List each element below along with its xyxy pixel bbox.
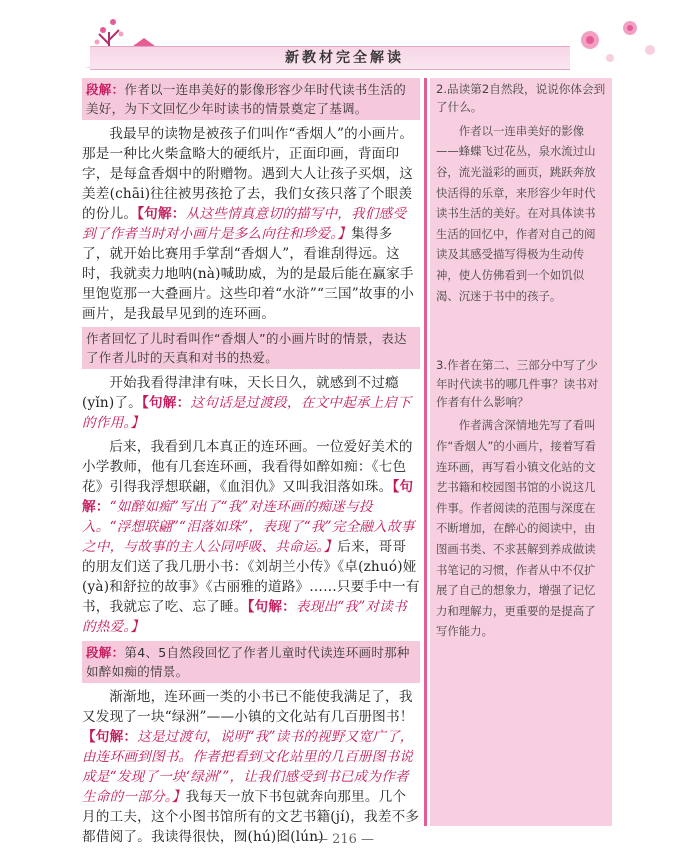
note-text: 作者回忆了儿时看叫作“香烟人”的小画片时的情景，表达了作者儿时的天真和对书的热爱。 xyxy=(86,331,407,365)
analysis-text: “如醉如痴”写出了“我”对连环画的痴迷与投入。“浮想联翩”“泪落如珠”，表现了“我”完全融入故事之中，与故事的主人公同呼吸、共命运。】 xyxy=(82,499,415,555)
note-label: 段解： xyxy=(86,82,125,97)
main-text-column xyxy=(82,78,420,846)
question-sidebar xyxy=(430,78,612,826)
paragraph-text: 渐渐地，连环画一类的小书已不能使我满足了，我又发现了一块“绿洲”——小镇的文化站有几百册图书！ xyxy=(82,689,414,725)
note-text: 第4、5自然段回忆了作者儿童时代读连环画时那种如醉如痴的情景。 xyxy=(86,645,410,679)
body-paragraph xyxy=(82,373,420,433)
paragraph-analysis-note xyxy=(82,78,420,120)
answer-3: 作者满含深情地先写了看叫作“香烟人”的小画片，接着写看连环画，再写看小镇文化站的文艺书籍和校园图书馆的小说这几件事。作者阅读的范围与深度在不断增加，在醉心的阅读中，由图画书类、不求甚解到养成做读书笔记的习惯，作者从中不仅扩展了自己的想象力，增强了记忆力和理解力，更重要的是提高了写作能力。 xyxy=(436,418,596,639)
answer-2: 作者以一连串美好的影像——蜂蝶飞过花丛，泉水流过山谷，流光溢彩的画页，跳跃奔放快活得的乐章，来形容少年时代读书生活的美好。在对具体读书生活的回忆中，作者对自己的阅读及其感受描写得极为生动传神，使人仿佛看到一个如饥似渴、沉迷于书中的孩子。 xyxy=(436,123,596,303)
question-2: 2.品读第2自然段，说说你体会到了什么。 xyxy=(436,82,606,115)
column-divider xyxy=(424,78,427,826)
analysis-label: 【句解： xyxy=(141,395,191,411)
paragraph-text: 后来，哥哥的朋友们送了我几册小书：《刘胡兰小传》《卓(zhuó)娅(yà)和舒拉的故事》《古丽雅的道路》……只要手中一有书，我就忘了吃、忘了睡。 xyxy=(82,539,420,615)
paragraph-text: 集得多了，就开始比赛用手掌刮“香烟人”，看谁刮得远。这时，我就卖力地呐(nà)喊助威，为的是最后能在赢家手里饱览那一大叠画片。这些印着“水浒”“三国”故事的小画片，是我最早见到的连环画。 xyxy=(82,226,415,322)
page-header xyxy=(0,0,689,75)
note-text: 作者以一连串美好的影像形容少年时代读书生活的美好，为下文回忆少年时读书的情景奠定了基调。 xyxy=(86,82,407,116)
analysis-label: 【句解： xyxy=(82,729,138,745)
analysis-text: 这句话是过渡段，在文中起承上启下的作用。】 xyxy=(82,395,412,431)
paragraph-text: 我最早的读物是被孩子们叫作“香烟人”的小画片。那是一种比火柴盒略大的硬纸片，正面印画，背面印字，是每盒香烟中的附赠物。遇到大人让孩子买烟，这美差(chāi)往往被男孩抢了去，我们女孩只落了个眼羡的份儿。 xyxy=(82,126,414,222)
body-paragraph xyxy=(82,437,420,637)
question-3: 3.作者在第二、三部分中写了少年时代读书的哪几件事？读书对作者有什么影响？ xyxy=(436,358,599,409)
analysis-text: 这是过渡句，说明“我”读书的视野又宽广了，由连环画到图书。作者把看到文化站里的几百册图书说成是“发现了一块‘绿洲’”，让我们感受到书已成为作者生命的一部分。】 xyxy=(82,729,414,805)
paragraph-analysis-note xyxy=(82,327,420,369)
analysis-label: 【句解： xyxy=(247,599,296,615)
analysis-text: 表现出“我”对读书的热爱。】 xyxy=(82,599,407,635)
note-label: 段解： xyxy=(86,645,125,660)
analysis-label: 【句解： xyxy=(137,206,186,222)
analysis-text: 从这些情真意切的描写中，我们感受到了作者当时对小画片是多么向往和珍爱。】 xyxy=(82,206,407,242)
body-paragraph xyxy=(82,687,420,847)
page-title: 新教材完全解读 xyxy=(285,50,404,66)
page-number: — 216 — xyxy=(314,832,375,847)
analysis-label: 【句解： xyxy=(82,479,414,515)
body-paragraph xyxy=(82,124,420,324)
paragraph-analysis-note xyxy=(82,641,420,683)
paragraph-text: 我每天一放下书包就奔向那里。几个月的工夫，这个小图书馆所有的文艺书籍(jí)，我差不多都借阅了。我读得很快，囫(hú)囵(lún) xyxy=(82,789,420,845)
paragraph-text: 后来，我看到几本真正的连环画。一位爱好美术的小学教师，他有几套连环画，我看得如醉如痴：《七色花》引得我浮想联翩，《血泪仇》又叫我泪落如珠。 xyxy=(82,439,413,495)
paragraph-text: 开始我看得津津有味，天长日久，就感到不过瘾(yǐn)了。 xyxy=(82,375,399,411)
